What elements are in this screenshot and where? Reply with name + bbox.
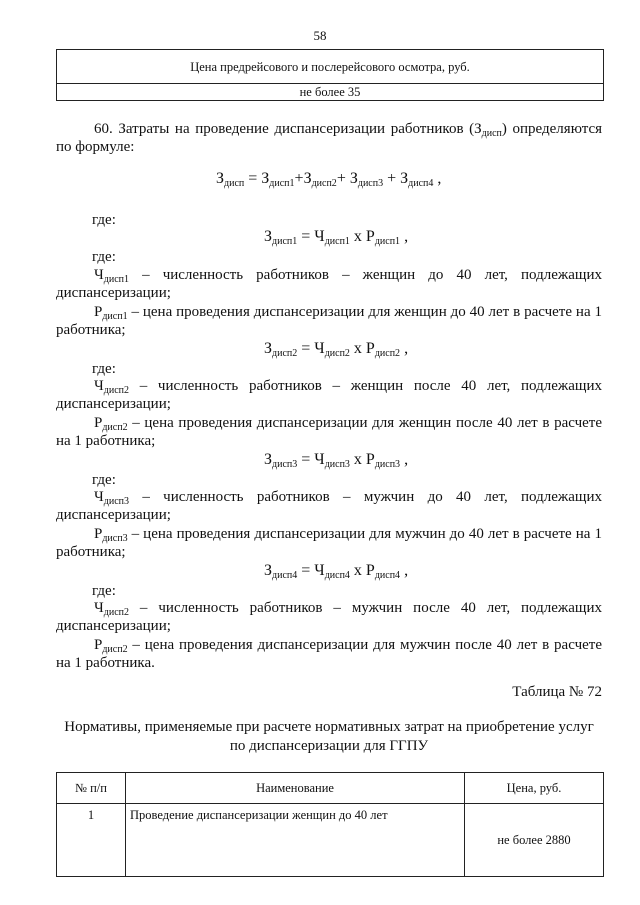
where-label: где:	[92, 472, 116, 488]
cell-price: не более 2880	[465, 804, 604, 877]
norms-table	[56, 772, 604, 877]
formula-4: $З_{дисп4} = Ч_{дисп4}$ х $Р_{дисп4}$ ,	[264, 562, 409, 581]
formula-1: $З_{дисп1} = Ч_{дисп1}$ х $Р_{дисп1}$ ,	[264, 228, 409, 247]
price-table	[56, 49, 604, 101]
page-number: 58	[313, 28, 327, 43]
definition-p-2: $Р_{дисп2}$ – цена проведения диспансеризации для женщин после 40 лет в расчете на 1 работника;	[56, 415, 602, 449]
where-label: где:	[92, 212, 116, 228]
header-name: Наименование	[126, 773, 465, 804]
table-row	[57, 804, 604, 877]
cell-name: Проведение диспансеризации женщин до 40 лет	[126, 804, 465, 877]
header-price: Цена, руб.	[465, 773, 604, 804]
where-label: где:	[92, 361, 116, 377]
header-number: № п/п	[57, 773, 126, 804]
where-label: где:	[92, 583, 116, 599]
formula-2: $З_{дисп2} = Ч_{дисп2}$ х $Р_{дисп2}$ ,	[264, 340, 409, 359]
price-table-value: не более 35	[57, 84, 604, 101]
price-table-header: Цена предрейсового и послерейсового осмотра, руб.	[57, 50, 604, 84]
table-header-row	[57, 773, 604, 804]
main-formula: $З_{дисп} = З_{дисп1}+З_{дисп2}+ З_{дисп3} + З_{дисп4}$ ,	[216, 170, 442, 189]
definition-p-4: $Р_{дисп2}$ – цена проведения диспансеризации для мужчин после 40 лет в расчете на 1 работника.	[56, 637, 602, 671]
cell-number: 1	[57, 804, 126, 877]
formula-3: $З_{дисп3} = Ч_{дисп3}$ х $Р_{дисп3}$ ,	[264, 451, 409, 470]
definition-p-3: $Р_{дисп3}$ – цена проведения диспансеризации для мужчин до 40 лет в расчете на 1 работника;	[56, 526, 602, 560]
table-heading: Нормативы, применяемые при расчете нормативных затрат на приобретение услуг по диспансеризации для ГГПУ	[64, 719, 594, 754]
definition-p-1: $Р_{дисп1}$ – цена проведения диспансеризации для женщин до 40 лет в расчете на 1 работника;	[56, 304, 602, 338]
definition-ch-2: $Ч_{дисп2}$ – численность работников – женщин после 40 лет, подлежащих диспансеризации;	[56, 378, 602, 412]
definition-ch-1: $Ч_{дисп1}$ – численность работников – женщин до 40 лет, подлежащих диспансеризации;	[56, 267, 602, 301]
intro-paragraph: 60. Затраты на проведение диспансеризации работников $(З_{дисп})$ определяются по формуле:	[56, 121, 602, 155]
definition-ch-4: $Ч_{дисп2}$ – численность работников – мужчин после 40 лет, подлежащих диспансеризации;	[56, 600, 602, 634]
table-label: Таблица № 72	[512, 684, 602, 700]
where-label: где:	[92, 249, 116, 265]
definition-ch-3: $Ч_{дисп3}$ – численность работников – мужчин до 40 лет, подлежащих диспансеризации;	[56, 489, 602, 523]
